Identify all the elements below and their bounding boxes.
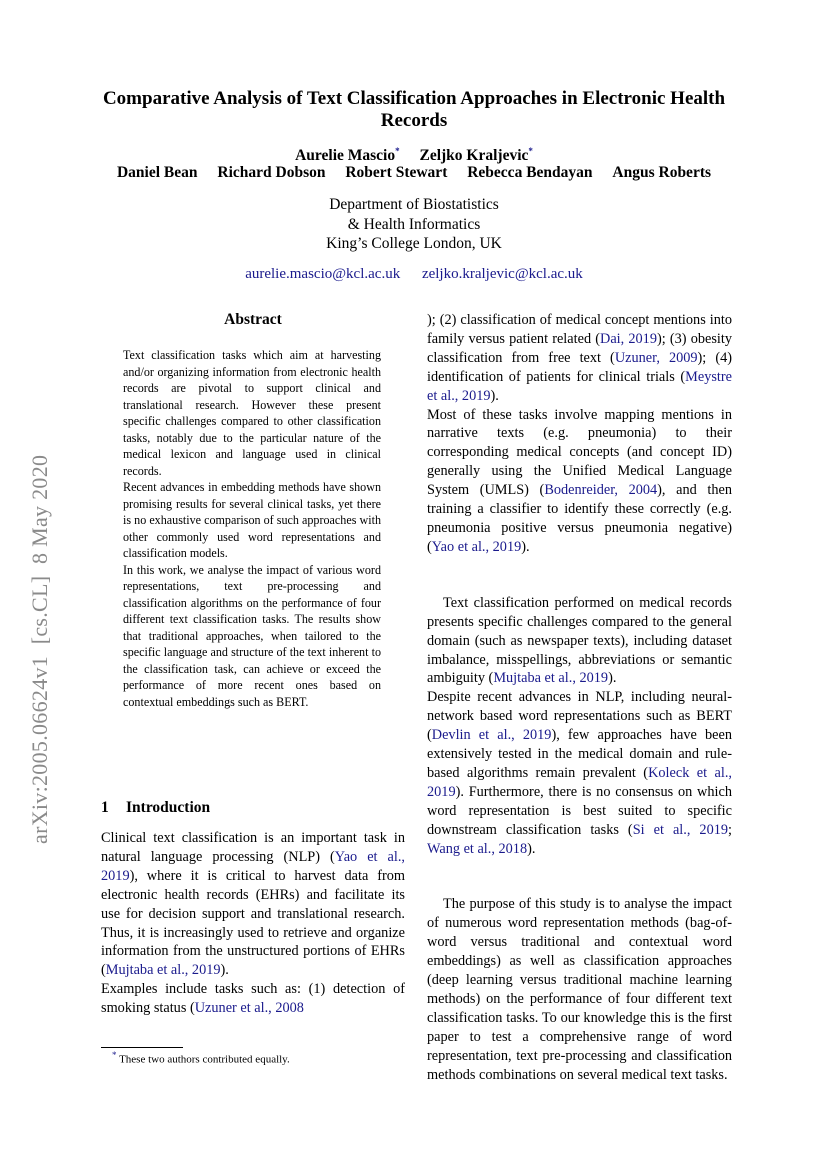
right-column-body	[427, 311, 732, 1085]
authors-row-2	[0, 164, 828, 182]
paragraph: Most of these tasks involve mapping mentions in narrative texts (e.g. pneumonia) to their corresponding medical concepts (and concept ID) generally using the Unified Medical Language System (UMLS) (Bodenreider, 2004), and then training a classifier to identify these correctly (e.g. pneumonia positive versus pneumonia negative) (Yao et al., 2019).	[427, 406, 732, 555]
affiliation-line: & Health Informatics	[347, 215, 481, 233]
citation-link[interactable]: Mujtaba et al., 2019	[493, 670, 609, 687]
paragraph-continuation	[427, 311, 732, 406]
paragraph: Clinical text classification is an important task in natural language processing (NLP) (Yao et al., 2019), where it is critical to harvest data from electronic health records (EHRs) and facilitate its use for decision support and translational research. Thus, it is increasingly used to retrieve and organize information from the unstructured portions of EHRs (Mujtaba et al., 2019).	[101, 830, 405, 979]
abstract-body	[123, 347, 381, 710]
abstract-heading: Abstract	[224, 311, 282, 328]
section-title: Introduction	[126, 799, 211, 816]
author: Robert Stewart	[345, 164, 448, 181]
authors-row-1	[0, 146, 828, 165]
citation-link[interactable]: Devlin et al., 2019	[431, 727, 552, 744]
abstract-paragraph: Recent advances in embedding methods have shown promising results for several clinical tasks, yet there is no exhaustive comparison of such approaches with other commonly used word representations and classification models.	[123, 480, 381, 560]
citation-link[interactable]: Koleck et al., 2019	[427, 764, 732, 800]
paragraph: Examples include tasks such as: (1) detection of smoking status (Uzuner et al., 2008	[101, 981, 405, 1017]
author: Angus Roberts	[612, 164, 712, 181]
citation-link[interactable]: Yao et al., 2019	[101, 848, 405, 884]
email-link[interactable]: zeljko.kraljevic@kcl.ac.uk	[421, 266, 583, 282]
author-emails	[0, 266, 828, 283]
section-number: 1	[101, 799, 109, 816]
section-heading	[101, 799, 210, 817]
author: Rebecca Bendayan	[467, 164, 593, 181]
paragraph-continuation: ); (2) classification of medical concept mentions into family versus patient related (Dai, 2019); (3) obesity classification from free text (Uzuner, 2009); (4) identification of patients for clinical trials (Meystre et al., 2019).	[427, 312, 732, 404]
citation-link[interactable]: Bodenreider, 2004	[544, 482, 658, 499]
affiliation-line: King’s College London, UK	[326, 235, 502, 252]
arxiv-label: arXiv:2005.06624v1 [cs.CL] 8 May 2020	[27, 454, 52, 844]
paragraph: Text classification performed on medical records presents specific challenges compared to the general domain (such as newspaper texts), including dataset imbalance, misspellings, abbreviations or semantic ambiguity (Mujtaba et al., 2019).	[427, 594, 732, 687]
citation-link[interactable]: Dai, 2019	[600, 330, 657, 347]
citation-link[interactable]: Wang et al., 2018	[427, 840, 528, 857]
citation-link[interactable]: Si et al., 2019	[632, 821, 729, 838]
paragraph: Despite recent advances in NLP, including neural-network based word representations such as BERT (Devlin et al., 2019), few approaches have been extensively tested in the medical domain and rule-based algorithms remain prevalent (Koleck et al., 2019). Furthermore, there is no consensus on which word representation is best suited to specific downstream classification tasks (Si et al., 2019; Wang et al., 2018).	[427, 689, 733, 857]
citation-link[interactable]: Yao et al., 2019	[431, 538, 522, 555]
left-column-body	[101, 829, 405, 1018]
abstract-paragraph: In this work, we analyse the impact of various word representations, text pre-processing and classification algorithms on the performance of four different text classification tasks. The results show that traditional approaches, when tailored to the specific language and structure of the text inherent to the classification task, can achieve or exceed the performance of more recent ones based on contextual embeddings such as BERT.	[123, 562, 381, 709]
affiliation	[0, 195, 828, 254]
citation-link[interactable]: Uzuner, 2009	[614, 349, 698, 366]
author: Aurelie Mascio*	[295, 146, 400, 165]
footnote-rule	[101, 1047, 183, 1048]
citation-link[interactable]: Uzuner et al., 2008	[194, 1000, 304, 1017]
arxiv-identifier	[17, 360, 57, 850]
citation-link[interactable]: Meystre et al., 2019	[427, 368, 732, 404]
abstract-paragraph: Text classification tasks which aim at harvesting and/or organizing information from electronic health records are pivotal to support clinical and translational research. However these present specific challenges compared to other classification tasks, notably due to the particular nature of the medical lexicon and language used in clinical records.	[123, 348, 381, 478]
paragraph: The purpose of this study is to analyse the impact of numerous word representation methods (bag-of-word versus traditional and contextual word embeddings) as well as classification approaches (deep learning versus traditional machine learning methods) on the performance of four different text classification tasks. To our knowledge this is the first paper to test a comprehensive range of word representation, text pre-processing and classification methods combinations on several medical text tasks.	[427, 896, 732, 1083]
email-link[interactable]: aurelie.mascio@kcl.ac.uk	[245, 266, 401, 282]
affiliation-line: Department of Biostatistics	[329, 196, 499, 213]
footnote: * These two authors contributed equally.	[112, 1050, 290, 1066]
author: Daniel Bean	[116, 164, 198, 181]
paper-title: Comparative Analysis of Text Classification Approaches in Electronic Health Records	[102, 88, 726, 131]
author: Richard Dobson	[217, 164, 326, 181]
author: Zeljko Kraljevic*	[419, 146, 533, 165]
citation-link[interactable]: Mujtaba et al., 2019	[105, 962, 221, 979]
